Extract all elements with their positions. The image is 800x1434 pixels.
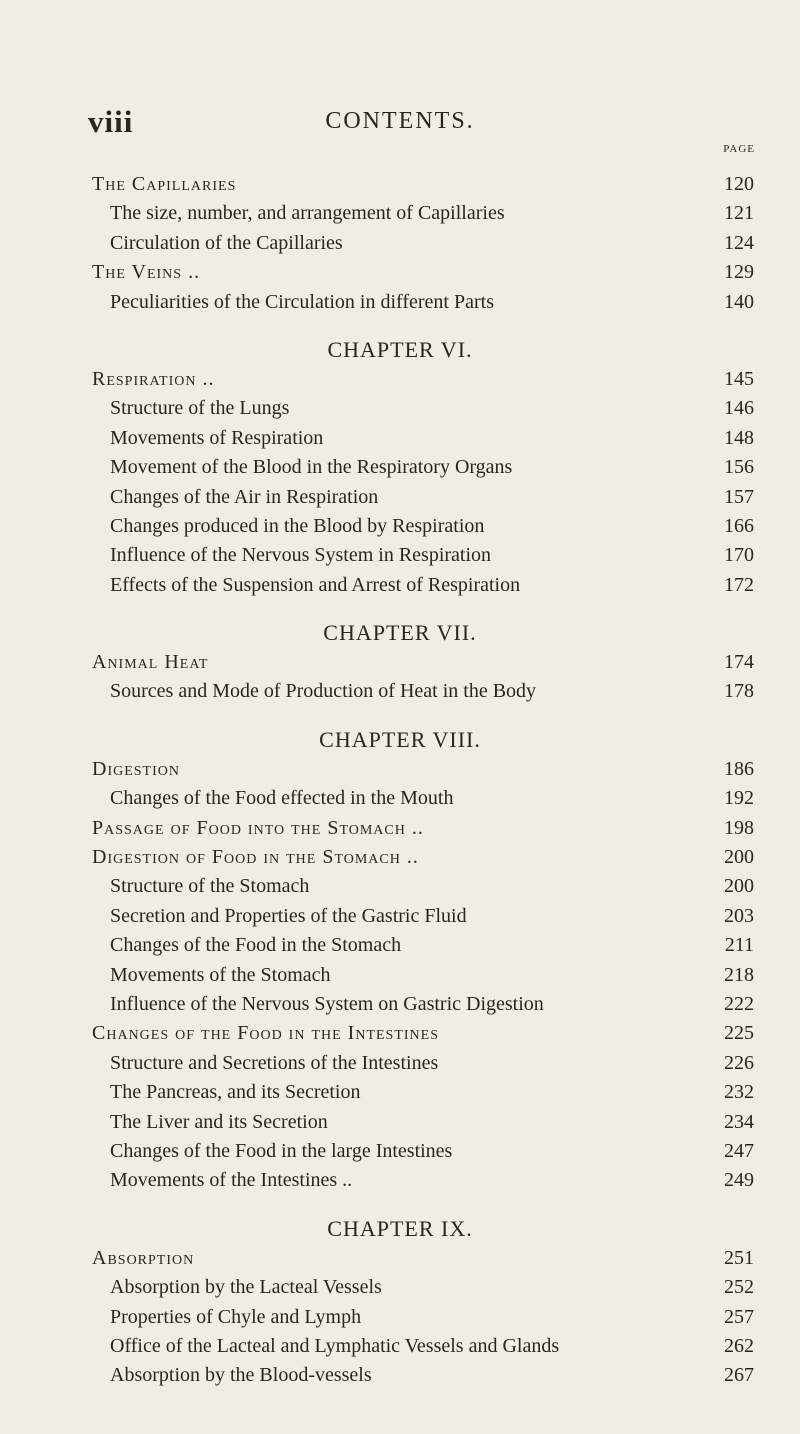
entry-title: Absorption by the Blood-vessels [110,1364,372,1387]
chapter-heading [0,600,800,648]
entry-page-number: 186 [724,757,754,780]
page-number: viii [88,104,134,139]
toc-subsection-entry [0,931,800,960]
entry-page-number: 129 [724,261,754,284]
chapter-heading [0,317,800,365]
entry-page-number: 157 [724,485,754,508]
entry-title: The Capillaries [92,173,237,195]
entry-title: Properties of Chyle and Lymph [110,1305,362,1328]
toc-subsection-entry [0,872,800,901]
entry-title: Changes of the Food in the large Intestines [110,1139,453,1162]
entry-page-number: 211 [724,934,754,957]
toc-subsection-entry [0,1166,800,1195]
table-of-contents [0,170,800,1391]
entry-page-number: 178 [724,680,754,703]
entry-page-number: 200 [724,846,754,869]
page-header [0,104,800,144]
toc-subsection-entry [0,394,800,423]
toc-subsection-entry [0,902,800,931]
entry-title: Digestion of Food in the Stomach .. [92,846,419,869]
entry-title: Digestion [92,757,180,780]
entry-page-number: 124 [724,231,754,254]
chapter-heading [0,1196,800,1244]
entry-title: Structure and Secretions of the Intestines [110,1051,439,1074]
toc-subsection-entry [0,512,800,541]
entry-title: Movements of the Intestines .. [110,1169,353,1192]
entry-title: Office of the Lacteal and Lymphatic Vessels and Glands [110,1334,560,1357]
toc-subsection-entry [0,424,800,453]
entry-page-number: 252 [724,1276,754,1299]
toc-section-entry [0,365,800,394]
toc-section-entry [0,755,800,784]
toc-subsection-entry [0,1273,800,1302]
entry-title: Movements of the Stomach [110,963,331,986]
toc-subsection-entry [0,1137,800,1166]
entry-title: Structure of the Lungs [110,397,290,420]
entry-page-number: 166 [724,514,754,537]
entry-page-number: 174 [724,651,754,674]
entry-title: Changes of the Food in the Stomach [110,934,402,957]
entry-title: Peculiarities of the Circulation in different Parts [110,290,494,313]
entry-title: Respiration .. [92,367,215,390]
entry-title: Changes of the Food in the Intestines [92,1022,439,1045]
entry-page-number: 200 [724,875,754,898]
toc-subsection-entry [0,229,800,258]
entry-title: Movement of the Blood in the Respiratory Organs [110,456,513,479]
entry-title: Secretion and Properties of the Gastric Fluid [110,904,467,927]
chapter-title: CHAPTER VI. [327,336,473,362]
entry-page-number: 225 [724,1022,754,1045]
entry-page-number: 232 [724,1081,754,1104]
toc-section-entry [0,843,800,872]
toc-section-entry [0,814,800,843]
toc-subsection-entry [0,541,800,570]
toc-section-entry [0,1244,800,1273]
entry-title: Passage of Food into the Stomach .. [92,816,424,839]
entry-title: Influence of the Nervous System on Gastric Digestion [110,992,544,1015]
running-title: CONTENTS. [325,108,475,134]
entry-page-number: 247 [724,1139,754,1162]
entry-page-number: 249 [724,1169,754,1192]
entry-title: Effects of the Suspension and Arrest of Respiration [110,573,521,596]
entry-page-number: 226 [724,1051,754,1074]
entry-page-number: 120 [724,173,754,195]
entry-title: Animal Heat [92,651,209,674]
toc-subsection-entry [0,990,800,1019]
entry-page-number: 203 [724,904,754,927]
entry-page-number: 257 [724,1305,754,1328]
entry-page-number: 218 [724,963,754,986]
entry-title: Absorption [92,1246,195,1269]
toc-subsection-entry [0,1078,800,1107]
entry-title: Changes of the Air in Respiration [110,485,379,508]
entry-title: Movements of Respiration [110,426,324,449]
entry-page-number: 146 [724,397,754,420]
toc-subsection-entry [0,1108,800,1137]
toc-section-entry [0,170,800,199]
entry-page-number: 267 [724,1364,754,1387]
entry-page-number: 156 [724,456,754,479]
toc-subsection-entry [0,961,800,990]
entry-page-number: 234 [724,1110,754,1133]
toc-subsection-entry [0,483,800,512]
toc-subsection-entry [0,1049,800,1078]
entry-title: Structure of the Stomach [110,875,310,898]
entry-page-number: 198 [724,816,754,839]
entry-page-number: 172 [724,573,754,596]
entry-page-number: 148 [724,426,754,449]
toc-subsection-entry [0,784,800,813]
toc-section-entry [0,648,800,677]
entry-page-number: 262 [724,1334,754,1357]
entry-title: The size, number, and arrangement of Capillaries [110,202,505,225]
entry-page-number: 140 [724,290,754,313]
entry-title: Changes of the Food effected in the Mouth [110,787,454,810]
chapter-title: CHAPTER IX. [327,1215,473,1241]
entry-title: Changes produced in the Blood by Respiration [110,514,485,537]
entry-title: Influence of the Nervous System in Respiration [110,544,492,567]
entry-page-number: 222 [724,992,754,1015]
chapter-title: CHAPTER VIII. [319,726,481,752]
entry-title: Absorption by the Lacteal Vessels [110,1276,382,1299]
page-column-label: PAGE [723,143,755,155]
toc-subsection-entry [0,199,800,228]
chapter-heading [0,707,800,755]
toc-subsection-entry [0,1361,800,1390]
toc-section-entry [0,258,800,287]
entry-title: The Liver and its Secretion [110,1110,328,1133]
chapter-title: CHAPTER VII. [323,620,477,646]
entry-page-number: 121 [724,202,754,225]
entry-page-number: 192 [724,787,754,810]
toc-subsection-entry [0,1332,800,1361]
entry-title: Circulation of the Capillaries [110,231,343,254]
entry-title: The Pancreas, and its Secretion [110,1081,361,1104]
toc-subsection-entry [0,571,800,600]
entry-page-number: 145 [724,367,754,390]
entry-page-number: 251 [724,1246,754,1269]
toc-subsection-entry [0,1303,800,1332]
toc-subsection-entry [0,453,800,482]
toc-subsection-entry [0,288,800,317]
toc-subsection-entry [0,677,800,706]
entry-page-number: 170 [724,544,754,567]
entry-title: Sources and Mode of Production of Heat in the Body [110,680,537,703]
toc-section-entry [0,1019,800,1048]
entry-title: The Veins .. [92,261,201,284]
